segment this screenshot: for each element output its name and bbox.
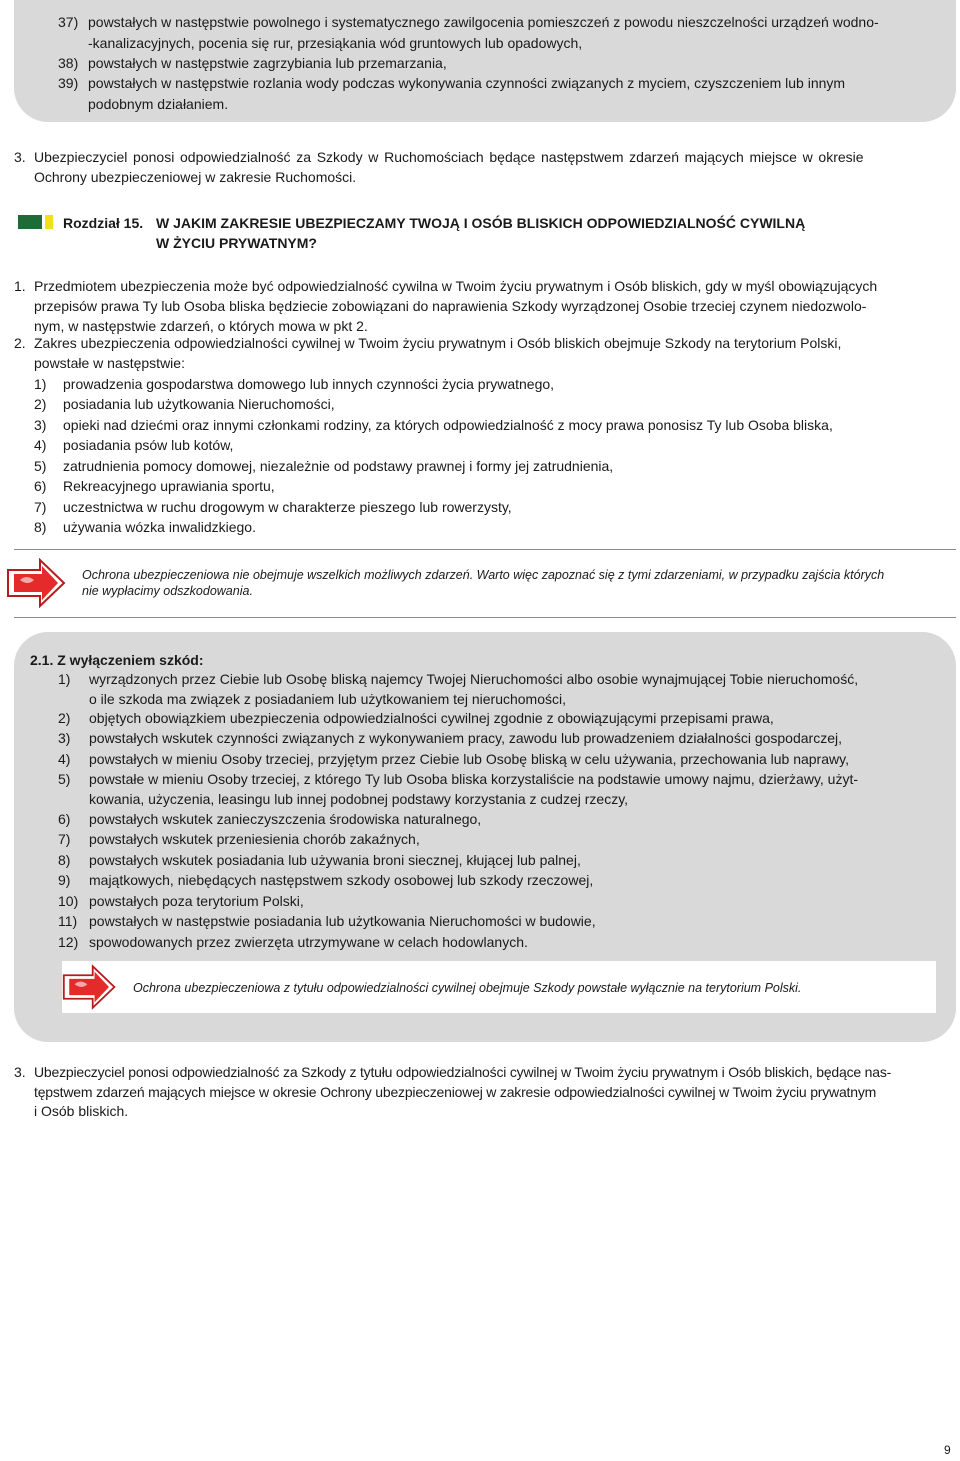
- list-item-text: opieki nad dziećmi oraz innymi członkami rodziny, za których odpowiedzialność z mocy prawa ponosisz Ty lub Osoba bliska,: [63, 417, 833, 433]
- list-item-number: 11): [58, 913, 78, 929]
- list-item-number: 6): [58, 811, 71, 827]
- section-text-line: i Osób bliskich.: [34, 1103, 129, 1119]
- list-item-number: 12): [58, 934, 79, 950]
- section-number: 3.: [14, 149, 26, 165]
- list-item-number: 2): [58, 710, 71, 726]
- list-item-text-cont: kowania, użyczenia, leasingu lub innej podobnej podstawy korzystania z cudzej rzeczy,: [89, 791, 629, 807]
- box-heading: 2.1. Z wyłączeniem szkód:: [30, 652, 204, 668]
- paragraph-text-line: Zakres ubezpieczenia odpowiedzialności cywilnej w Twoim życiu prywatnym i Osób bliskich obejmuje Szkody na terytorium Polski,: [34, 335, 842, 351]
- paragraph-text-line: nym, w następstwie zdarzeń, o których mowa w pkt 2.: [34, 318, 368, 334]
- list-item-number: 2): [34, 396, 47, 412]
- list-item-number: 7): [34, 499, 47, 515]
- paragraph-text-line: Przedmiotem ubezpieczenia może być odpowiedzialność cywilna w Twoim życiu prywatnym i Osób bliskich, gdy w myśl obowiązujących: [34, 278, 878, 294]
- list-item-text: powstałych w następstwie powolnego i systematycznego zawilgocenia pomieszczeń z powodu nieszczelności urządzeń wodno-: [88, 14, 879, 30]
- section-text-line: Ubezpieczyciel ponosi odpowiedzialność za Szkody z tytułu odpowiedzialności cywilnej w Twoim życiu prywatnym i Osób bliskich, będące nas-: [34, 1064, 892, 1080]
- list-item-text: majątkowych, niebędących następstwem szkody osobowej lub szkody rzeczowej,: [89, 872, 594, 888]
- list-item-text: powstałych wskutek zanieczyszczenia środowiska naturalnego,: [89, 811, 482, 827]
- list-item-number: 9): [58, 872, 71, 888]
- list-item-text-cont: -kanalizacyjnych, pocenia się rur, przesiąkania wód gruntowych lub opadowych,: [88, 34, 583, 51]
- list-item-number: 39): [58, 75, 79, 91]
- list-item-number: 37): [58, 14, 79, 30]
- list-item-text: powstałych w mieniu Osoby trzeciej, przyjętym przez Ciebie lub Osobę bliską w celu używania, przechowania lub naprawy,: [89, 751, 849, 767]
- list-item-number: 3): [58, 730, 71, 746]
- list-item-text: powstałych poza terytorium Polski,: [89, 893, 304, 909]
- list-item-text: spowodowanych przez zwierzęta utrzymywane w celach hodowlanych.: [89, 934, 528, 950]
- list-item-text: powstałych w następstwie rozlania wody podczas wykonywania czynności związanych z myciem, czyszczeniem lub innym: [88, 75, 846, 91]
- list-item-text: zatrudnienia pomocy domowej, niezależnie od podstawy prawnej i formy jej zatrudnienia,: [63, 458, 614, 474]
- list-item-text: objętych obowiązkiem ubezpieczenia odpowiedzialności cywilnej zgodnie z obowiązującymi przepisami prawa,: [89, 710, 774, 726]
- red-arrow-hand-icon: [62, 964, 118, 1010]
- list-item-text-cont: podobnym działaniem.: [88, 95, 229, 112]
- list-item-number: 3): [34, 417, 47, 433]
- section-text-line: tępstwem zdarzeń mających miejsce w okresie Ochrony ubezpieczeniowej w zakresie odpowiedzialności cywilnej w Twoim życiu prywatnym: [34, 1084, 877, 1100]
- list-item-number: 1): [34, 376, 47, 392]
- chapter-marker-yellow: [45, 215, 53, 229]
- red-arrow-hand-icon: [6, 558, 68, 608]
- list-item-text: uczestnictwa w ruchu drogowym w charakterze pieszego lub rowerzysty,: [63, 499, 512, 515]
- list-item-text: powstałych w następstwie posiadania lub użytkowania Nieruchomości w budowie,: [89, 913, 596, 929]
- note-divider-top: [14, 549, 956, 550]
- list-item-text: powstałych w następstwie zagrzybiania lub przemarzania,: [88, 55, 447, 71]
- paragraph-number: 1.: [14, 278, 26, 294]
- list-item-number: 6): [34, 478, 47, 494]
- note-text-line: Ochrona ubezpieczeniowa nie obejmuje wszelkich możliwych zdarzeń. Warto więc zapoznać się z tymi zdarzeniami, w przypadku zajścia których: [82, 568, 885, 582]
- chapter-marker-green: [18, 215, 42, 229]
- list-item-text: powstałych wskutek przeniesienia chorób zakaźnych,: [89, 831, 420, 847]
- chapter-title: W JAKIM ZAKRESIE UBEZPIECZAMY TWOJĄ I OSÓB BLISKICH ODPOWIEDZIALNOŚĆ CYWILNĄ: [156, 215, 806, 231]
- chapter-title-cont: W ŻYCIU PRYWATNYM?: [156, 235, 317, 251]
- section-text-line: Ochrony ubezpieczeniowej w zakresie Ruchomości.: [34, 169, 357, 185]
- list-item-number: 10): [58, 893, 79, 909]
- inner-note-text: Ochrona ubezpieczeniowa z tytułu odpowiedzialności cywilnej obejmuje Szkody powstałe wyłącznie na terytorium Polski.: [133, 981, 802, 995]
- list-item-number: 5): [34, 458, 47, 474]
- list-item-number: 1): [58, 671, 71, 687]
- list-item-text-cont: o ile szkoda ma związek z posiadaniem lub użytkowaniem tej nieruchomości,: [89, 691, 566, 707]
- list-item-text: używania wózka inwalidzkiego.: [63, 519, 256, 535]
- paragraph-number: 2.: [14, 335, 26, 351]
- list-item-text: posiadania lub użytkowania Nieruchomości,: [63, 396, 335, 412]
- paragraph-text-line: powstałe w następstwie:: [34, 355, 185, 371]
- section-number: 3.: [14, 1064, 26, 1080]
- list-item-text: wyrządzonych przez Ciebie lub Osobę bliską najemcy Twojej Nieruchomości albo osobie wynajmującej Tobie nieruchomość,: [89, 671, 859, 687]
- list-item-number: 5): [58, 771, 71, 787]
- list-item-number: 7): [58, 831, 71, 847]
- list-item-text: posiadania psów lub kotów,: [63, 437, 234, 453]
- note-text-line: nie wypłacimy odszkodowania.: [82, 584, 253, 598]
- note-divider-bottom: [14, 617, 956, 618]
- list-item-number: 8): [34, 519, 47, 535]
- list-item-text: prowadzenia gospodarstwa domowego lub innych czynności życia prywatnego,: [63, 376, 555, 392]
- list-item-number: 4): [58, 751, 71, 767]
- chapter-label: Rozdział 15.: [63, 215, 144, 231]
- list-item-text: powstałych wskutek posiadania lub używania broni siecznej, kłującej lub palnej,: [89, 852, 581, 868]
- list-item-number: 38): [58, 55, 79, 71]
- list-item-text: powstałe w mieniu Osoby trzeciej, z którego Ty lub Osoba bliska korzystaliście na podstawie umowy najmu, dzierżawy, użyt-: [89, 771, 859, 787]
- list-item-number: 4): [34, 437, 47, 453]
- page-number: 9: [944, 1443, 951, 1457]
- paragraph-text-line: przepisów prawa Ty lub Osoba bliska będziecie zobowiązani do naprawienia Szkody wyrządzonej Osobie trzeciej czynem niedozwolo-: [34, 298, 867, 314]
- list-item-text: powstałych wskutek czynności związanych z wykonywaniem pracy, zawodu lub prowadzeniem działalności gospodarczej,: [89, 730, 842, 746]
- list-item-number: 8): [58, 852, 71, 868]
- list-item-text: Rekreacyjnego uprawiania sportu,: [63, 478, 275, 494]
- section-text-line: Ubezpieczyciel ponosi odpowiedzialność za Szkody w Ruchomościach będące następstwem zdarzeń mających miejsce w okresie: [34, 149, 864, 165]
